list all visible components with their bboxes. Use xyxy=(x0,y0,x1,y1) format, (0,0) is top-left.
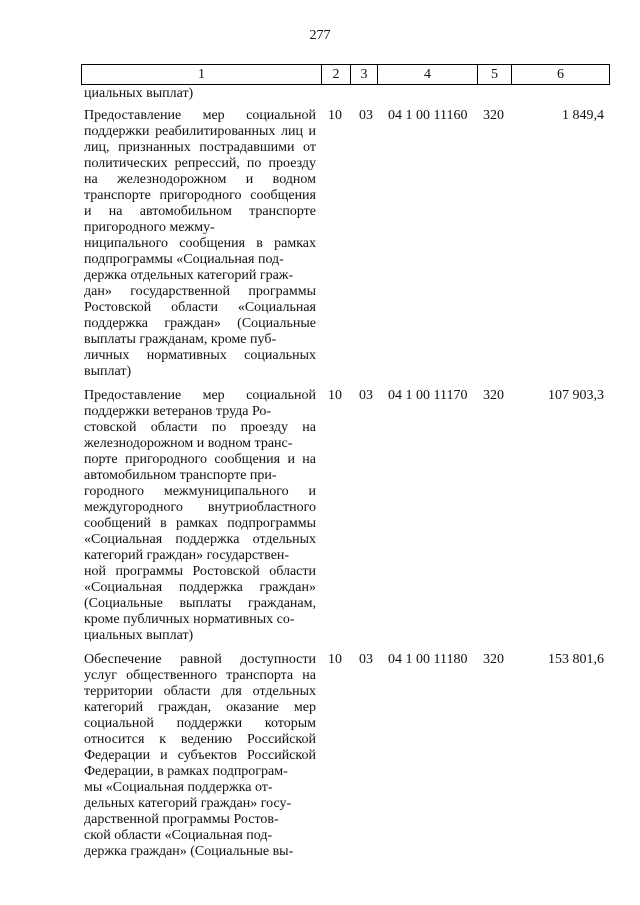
column-header-2: 2 xyxy=(322,65,351,85)
table-row xyxy=(84,388,604,644)
expense-type-code: 320 xyxy=(483,652,504,667)
amount-value: 153 801,6 xyxy=(548,652,604,667)
target-article-code: 04 1 00 11170 xyxy=(388,388,468,403)
section-code: 10 xyxy=(328,652,342,667)
row-description: Предоставление мер социальной поддержки ветеранов труда Ро- стовской области по проезду на железнодорожном и водном транс- порте пригородного сообщения и на автомобильном транспорте при- городного межмуниципального и междугородного внутриобластного сообщений в рамках подпрограммы «Социальная поддержка отдельных категорий граждан» государствен- ной программы Ростовской области «Социальная поддержка граждан» (Социальные выплаты гражданам, кроме публичных нормативных со- циальных выплат) xyxy=(84,388,316,643)
expense-type-code: 320 xyxy=(483,388,504,403)
table-row xyxy=(84,108,604,380)
row-description: Предоставление мер социальной поддержки реабилитированных лиц и лиц, признанных пострадавшими от политических репрессий, по проезду на железнодорожном и водном транспорте пригородного сообщения и на автомобильном транспорте пригородного межму- ниципального сообщения в рамках подпрограммы «Социальная под- держка отдельных категорий граж- дан» государственной программы Ростовской области «Социальная поддержка граждан» (Социальные выплаты гражданам, кроме пуб- личных нормативных социальных выплат) xyxy=(84,108,316,379)
subsection-code: 03 xyxy=(359,108,373,123)
table-row xyxy=(84,652,604,860)
page-number: 277 xyxy=(309,28,331,43)
amount-value: 107 903,3 xyxy=(548,388,604,403)
section-code: 10 xyxy=(328,388,342,403)
budget-table-body xyxy=(84,86,604,860)
target-article-code: 04 1 00 11160 xyxy=(388,108,468,123)
amount-value: 1 849,4 xyxy=(562,108,604,123)
column-header-4: 4 xyxy=(378,65,478,85)
column-header-5: 5 xyxy=(478,65,512,85)
expense-type-code: 320 xyxy=(483,108,504,123)
column-header-6: 6 xyxy=(512,65,610,85)
column-header-table xyxy=(81,64,610,85)
column-header-3: 3 xyxy=(351,65,378,85)
section-code: 10 xyxy=(328,108,342,123)
column-header-1: 1 xyxy=(82,65,322,85)
target-article-code: 04 1 00 11180 xyxy=(388,652,468,667)
continued-text: циальных выплат) xyxy=(84,86,194,101)
subsection-code: 03 xyxy=(359,652,373,667)
row-description: Обеспечение равной доступности услуг общественного транспорта на территории области для отдельных категорий граждан, оказание мер социальной поддержки которым относится к ведению Российской Федерации и субъектов Российской Федерации, в рамках подпрограм- мы «Социальная поддержка от- дельных категорий граждан» госу- дарственной программы Ростов- ской области «Социальная под- держка граждан» (Социальные вы- xyxy=(84,652,316,859)
subsection-code: 03 xyxy=(359,388,373,403)
